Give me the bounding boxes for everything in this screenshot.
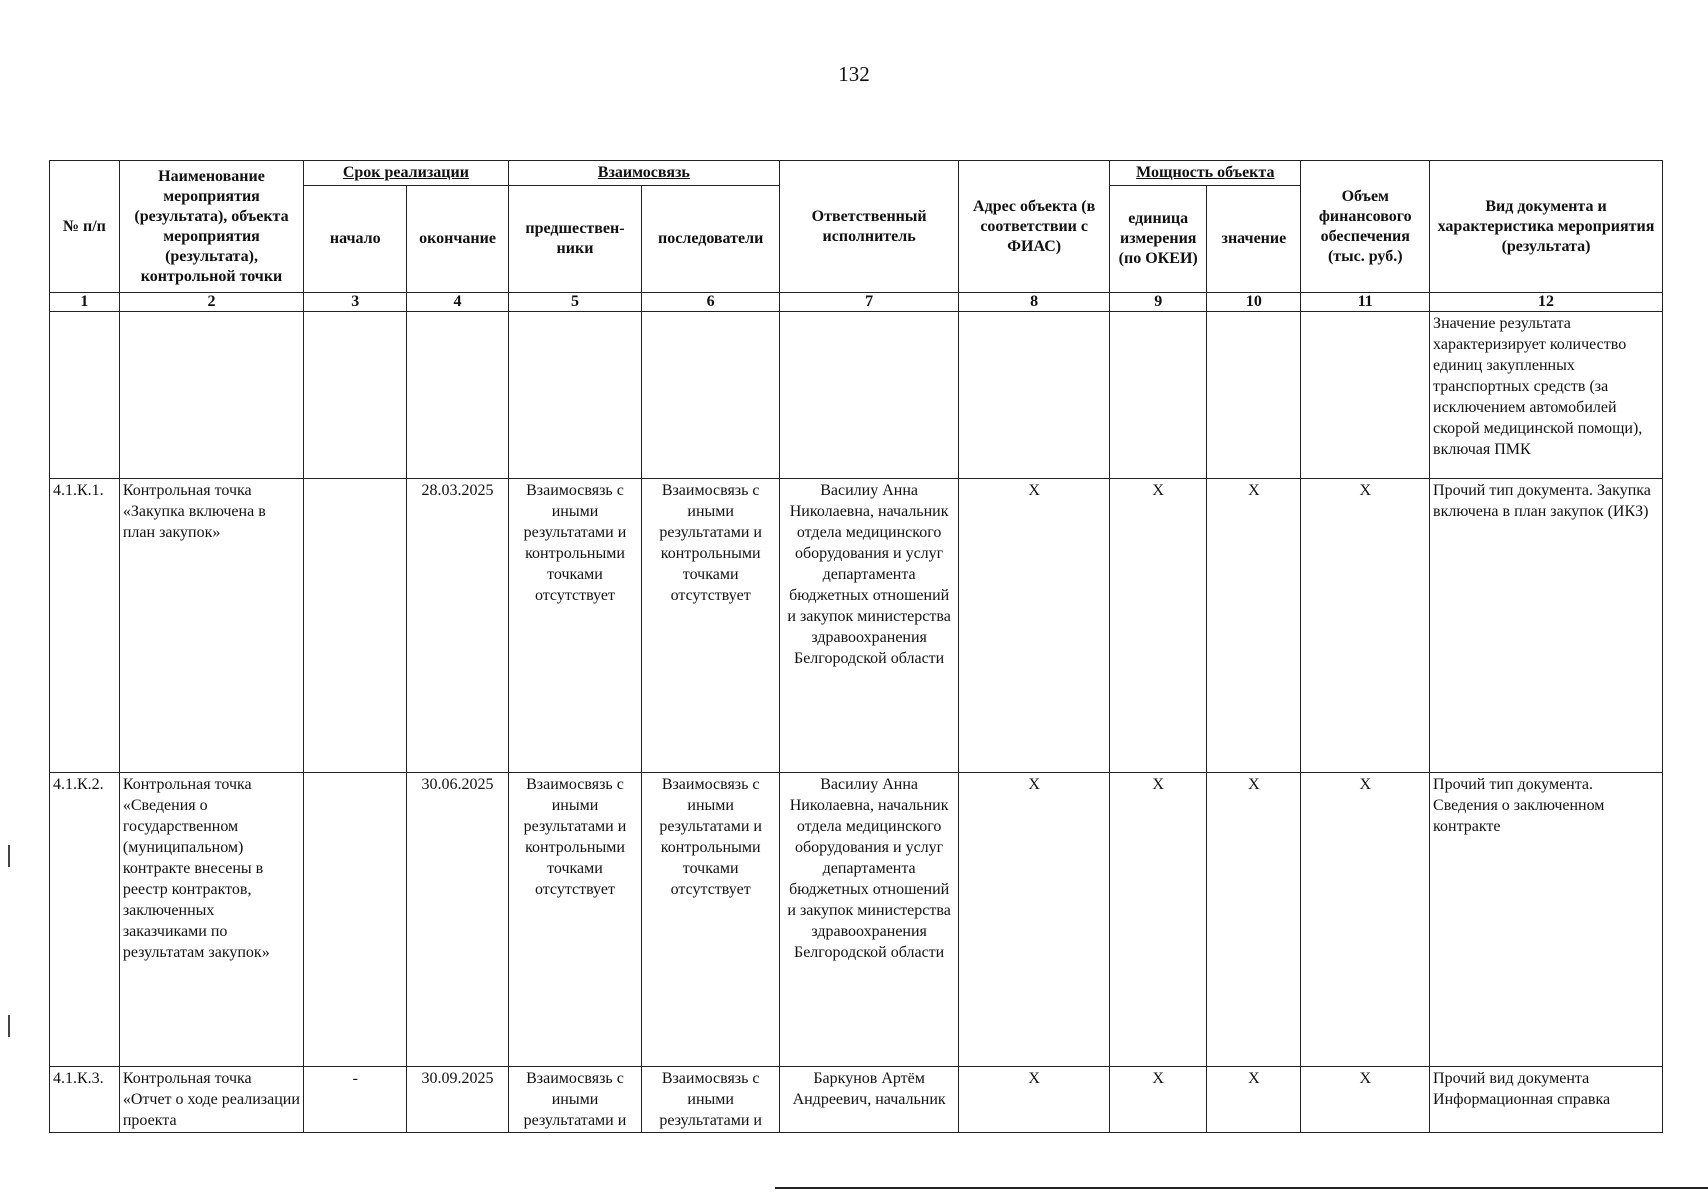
cell-address: Х: [959, 773, 1110, 1067]
cell-doc-type: Прочий тип документа. Закупка включена в план закупок (ИКЗ): [1430, 479, 1663, 773]
cell-unit: Х: [1110, 773, 1207, 1067]
column-number: 9: [1110, 293, 1207, 312]
cell-followers: Взаимосвязь с иными результатами и: [642, 1067, 780, 1133]
page-bottom-rule: [775, 1187, 1708, 1189]
cell-responsible: Баркунов Артём Андреевич, начальник: [780, 1067, 959, 1133]
column-number: 2: [119, 293, 303, 312]
cell-followers: Взаимосвязь с иными результатами и контрольными точками отсутствует: [642, 479, 780, 773]
header-address: Адрес объекта (в соответствии с ФИАС): [959, 161, 1110, 293]
header-name: Наименование мероприятия (результата), объекта мероприятия (результата), контрольной точки: [119, 161, 303, 293]
header-responsible: Ответственный исполнитель: [780, 161, 959, 293]
column-number: 3: [304, 293, 407, 312]
cell-value: Х: [1207, 1067, 1301, 1133]
cell-predecessors: Взаимосвязь с иными результатами и контрольными точками отсутствует: [508, 773, 642, 1067]
cell-name: Контрольная точка «Сведения о государственном (муниципальном) контракте внесены в реестр контрактов, заключенных заказчиками по результатам закупок»: [119, 773, 303, 1067]
column-number: 6: [642, 293, 780, 312]
page-number: 132: [838, 62, 870, 86]
cell-finance: Х: [1301, 773, 1430, 1067]
cell-address: Х: [959, 1067, 1110, 1133]
cell-finance: Х: [1301, 479, 1430, 773]
cell-value: Х: [1207, 479, 1301, 773]
table-row: [50, 773, 1663, 1067]
header-unit: единица измерения (по ОКЕИ): [1110, 186, 1207, 293]
table-row: [50, 1067, 1663, 1133]
cell-predecessors: Взаимосвязь с иными результатами и контрольными точками отсутствует: [508, 479, 642, 773]
header-followers: последователи: [642, 186, 780, 293]
column-number: 11: [1301, 293, 1430, 312]
cell-start: -: [304, 1067, 407, 1133]
column-number: 5: [508, 293, 642, 312]
column-number: 4: [407, 293, 508, 312]
cell-unit: Х: [1110, 479, 1207, 773]
cell-value: Х: [1207, 773, 1301, 1067]
cell-unit: Х: [1110, 1067, 1207, 1133]
cell-doc-type: Значение результата характеризирует количество единиц закупленных транспортных средств (за исключением автомобилей скорой медицинской помощи), включая ПМК: [1430, 312, 1663, 479]
scan-margin-mark: [8, 1015, 10, 1037]
header-finance: Объем финансового обеспечения (тыс. руб.): [1301, 161, 1430, 293]
project-plan-table: [49, 160, 1663, 1133]
cell-end: 30.06.2025: [407, 773, 508, 1067]
cell-responsible: Василиу Анна Николаевна, начальник отдела медицинского оборудования и услуг департамента бюджетных отношений и закупок министерства здравоохранения Белгородской области: [780, 479, 959, 773]
column-number: 10: [1207, 293, 1301, 312]
header-row: [50, 161, 1663, 186]
header-value: значение: [1207, 186, 1301, 293]
cell-predecessors: Взаимосвязь с иными результатами и: [508, 1067, 642, 1133]
header-period: Срок реализации: [304, 161, 509, 186]
cell-start: [304, 479, 407, 773]
header-num: № п/п: [50, 161, 120, 293]
cell-end: 30.09.2025: [407, 1067, 508, 1133]
cell-followers: Взаимосвязь с иными результатами и контрольными точками отсутствует: [642, 773, 780, 1067]
column-number: 8: [959, 293, 1110, 312]
cell-num: 4.1.К.3.: [50, 1067, 120, 1133]
cell-address: Х: [959, 479, 1110, 773]
column-number: 7: [780, 293, 959, 312]
header-start: начало: [304, 186, 407, 293]
header-capacity: Мощность объекта: [1110, 161, 1301, 186]
cell-num: 4.1.К.1.: [50, 479, 120, 773]
header-end: окончание: [407, 186, 508, 293]
cell-end: 28.03.2025: [407, 479, 508, 773]
header-doc-type: Вид документа и характеристика мероприятия (результата): [1430, 161, 1663, 293]
scan-margin-mark: [8, 845, 10, 867]
column-number: 1: [50, 293, 120, 312]
cell-finance: Х: [1301, 1067, 1430, 1133]
cell-name: Контрольная точка «Отчет о ходе реализации проекта: [119, 1067, 303, 1133]
cell-responsible: Василиу Анна Николаевна, начальник отдела медицинского оборудования и услуг департамента бюджетных отношений и закупок министерства здравоохранения Белгородской области: [780, 773, 959, 1067]
header-relation: Взаимосвязь: [508, 161, 779, 186]
cell-doc-type: Прочий вид документа Информационная справка: [1430, 1067, 1663, 1133]
header-predecessors: предшествен-ники: [508, 186, 642, 293]
column-number: 12: [1430, 293, 1663, 312]
cell-doc-type: Прочий тип документа. Сведения о заключенном контракте: [1430, 773, 1663, 1067]
table-row: [50, 479, 1663, 773]
cell-num: 4.1.К.2.: [50, 773, 120, 1067]
cell-name: Контрольная точка «Закупка включена в план закупок»: [119, 479, 303, 773]
table-row: [50, 312, 1663, 479]
cell-start: [304, 773, 407, 1067]
column-number-row: [50, 293, 1663, 312]
